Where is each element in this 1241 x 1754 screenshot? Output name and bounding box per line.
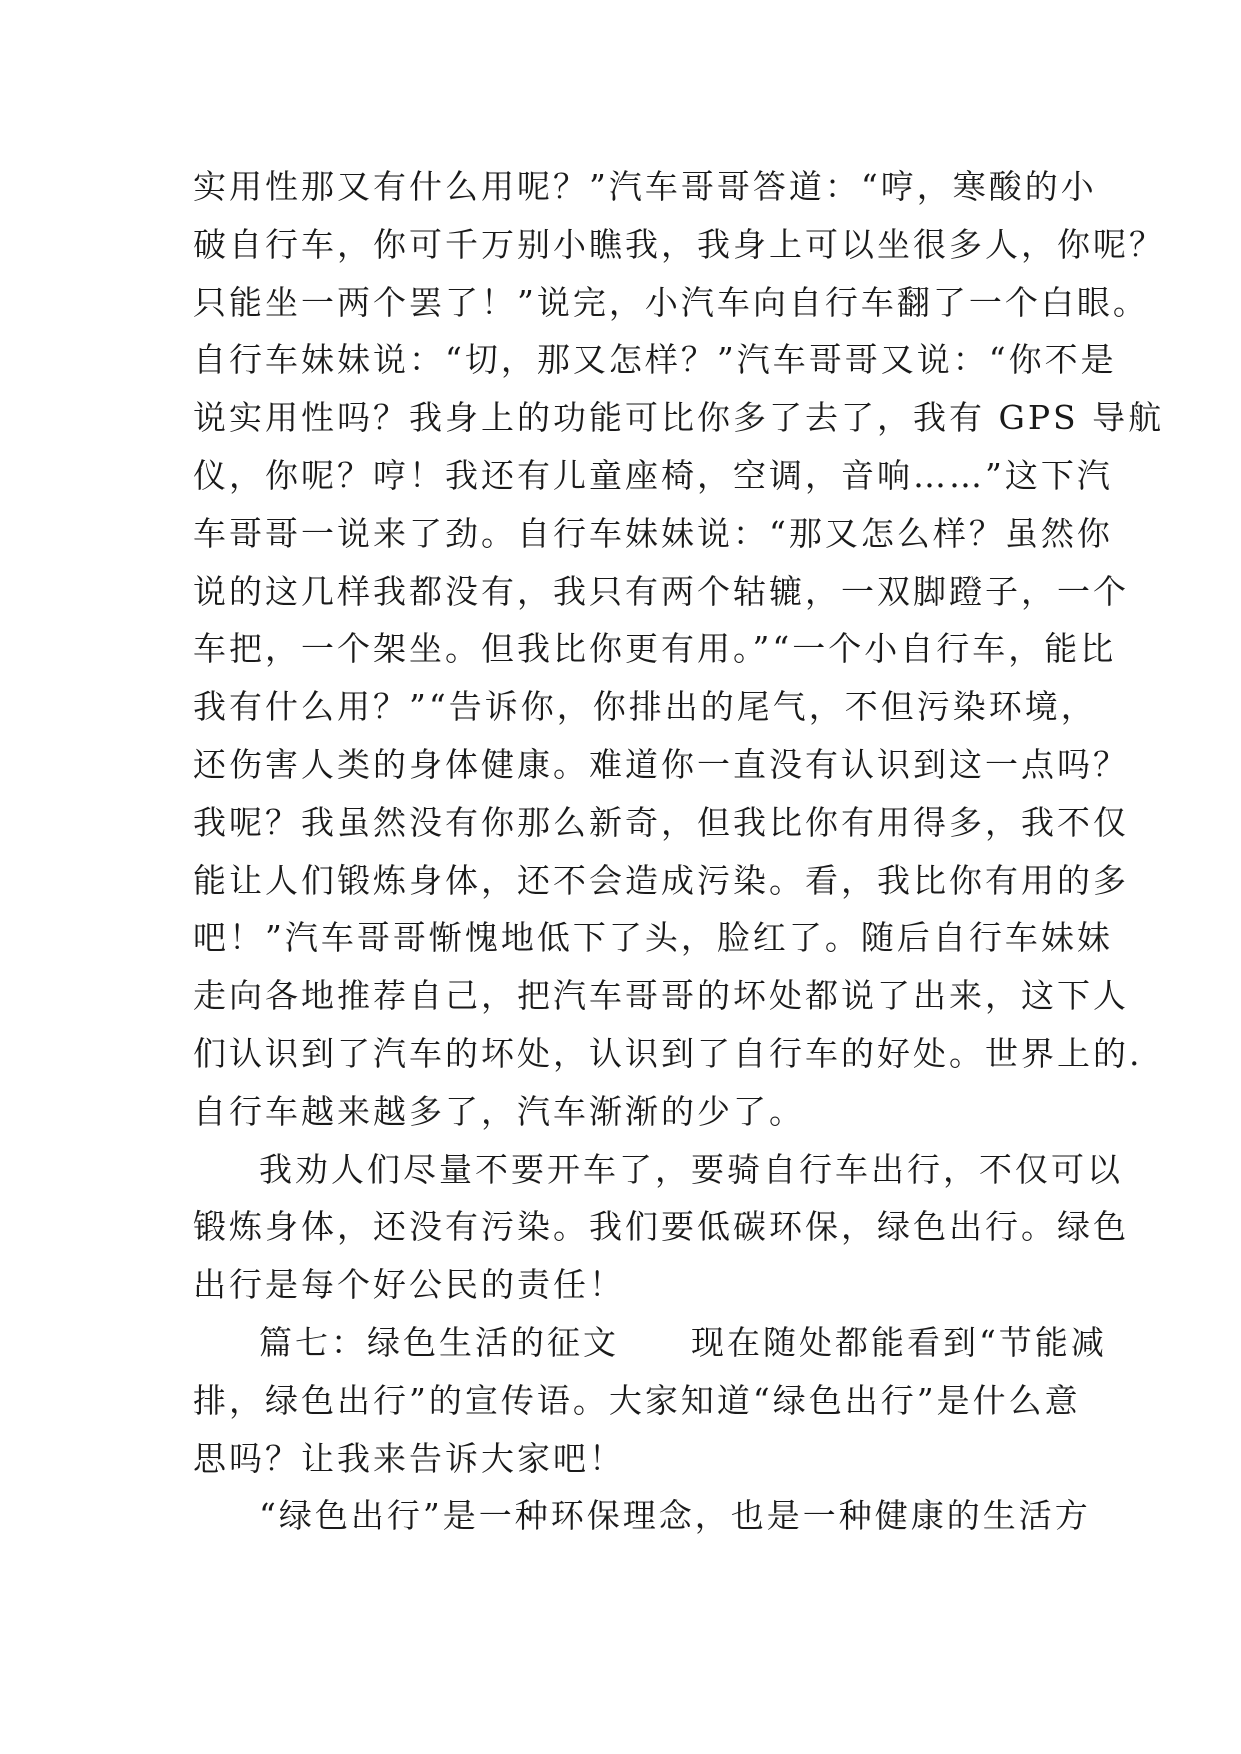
text-line-15: 走向各地推荐自己，把汽车哥哥的坏处都说了出来，这下人 xyxy=(193,976,1129,1016)
text-line-1: 实用性那又有什么用呢？”汽车哥哥答道：“哼，寒酸的小 xyxy=(193,167,1097,206)
text-line-9: 车把，一个架坐。但我比你更有用。”“一个小自行车，能比 xyxy=(193,629,1117,669)
text-line-8: 说的这几样我都没有，我只有两个轱辘，一双脚蹬子，一个 xyxy=(193,571,1129,611)
text-line-11: 还伤害人类的身体健康。难道你一直没有认识到这一点吗？ xyxy=(193,744,1129,784)
text-line-22: 排，绿色出行”的宣传语。大家知道“绿色出行”是什么意 xyxy=(193,1380,1081,1420)
body-text xyxy=(193,158,1165,1545)
text-line-19: 锻炼身体，还没有污染。我们要低碳环保，绿色出行。绿色 xyxy=(193,1207,1129,1247)
paragraph-start-line: 我劝人们尽量不要开车了，要骑自行车出行，不仅可以 xyxy=(259,1149,1123,1189)
text-line-4: 自行车妹妹说：“切，那又怎样？”汽车哥哥又说：“你不是 xyxy=(193,340,1117,380)
text-line-7: 车哥哥一说来了劲。自行车妹妹说：“那又怎么样？虽然你 xyxy=(193,513,1113,553)
text-line-16: 们认识到了汽车的坏处，认识到了自行车的好处。世界上的. xyxy=(193,1033,1143,1073)
text-line-6: 仪，你呢？哼！我还有儿童座椅，空调，音响……”这下汽 xyxy=(193,455,1113,495)
text-line-20: 出行是每个好公民的责任！ xyxy=(193,1265,625,1305)
text-line-10: 我有什么用？”“告诉你，你排出的尾气，不但污染环境， xyxy=(193,687,1097,727)
text-line-17: 自行车越来越多了，汽车渐渐的少了。 xyxy=(193,1091,805,1131)
text-line-5: 说实用性吗？我身上的功能可比你多了去了，我有 GPS 导航 xyxy=(193,398,1165,438)
text-line-14: 吧！”汽车哥哥惭愧地低下了头，脸红了。随后自行车妹妹 xyxy=(193,918,1113,958)
text-line-3: 只能坐一两个罢了！”说完，小汽车向自行车翻了一个白眼。 xyxy=(193,282,1149,322)
text-line-13: 能让人们锻炼身体，还不会造成污染。看，我比你有用的多 xyxy=(193,860,1129,900)
paragraph-start-line: “绿色出行”是一种环保理念，也是一种健康的生活方 xyxy=(259,1496,1091,1536)
section-heading-line: 篇七：绿色生活的征文 现在随处都能看到“节能减 xyxy=(259,1322,1107,1362)
text-line-2: 破自行车，你可千万别小瞧我，我身上可以坐很多人，你呢？ xyxy=(193,224,1165,264)
text-line-12: 我呢？我虽然没有你那么新奇，但我比你有用得多，我不仅 xyxy=(193,802,1129,842)
text-line-23: 思吗？让我来告诉大家吧！ xyxy=(193,1438,625,1478)
